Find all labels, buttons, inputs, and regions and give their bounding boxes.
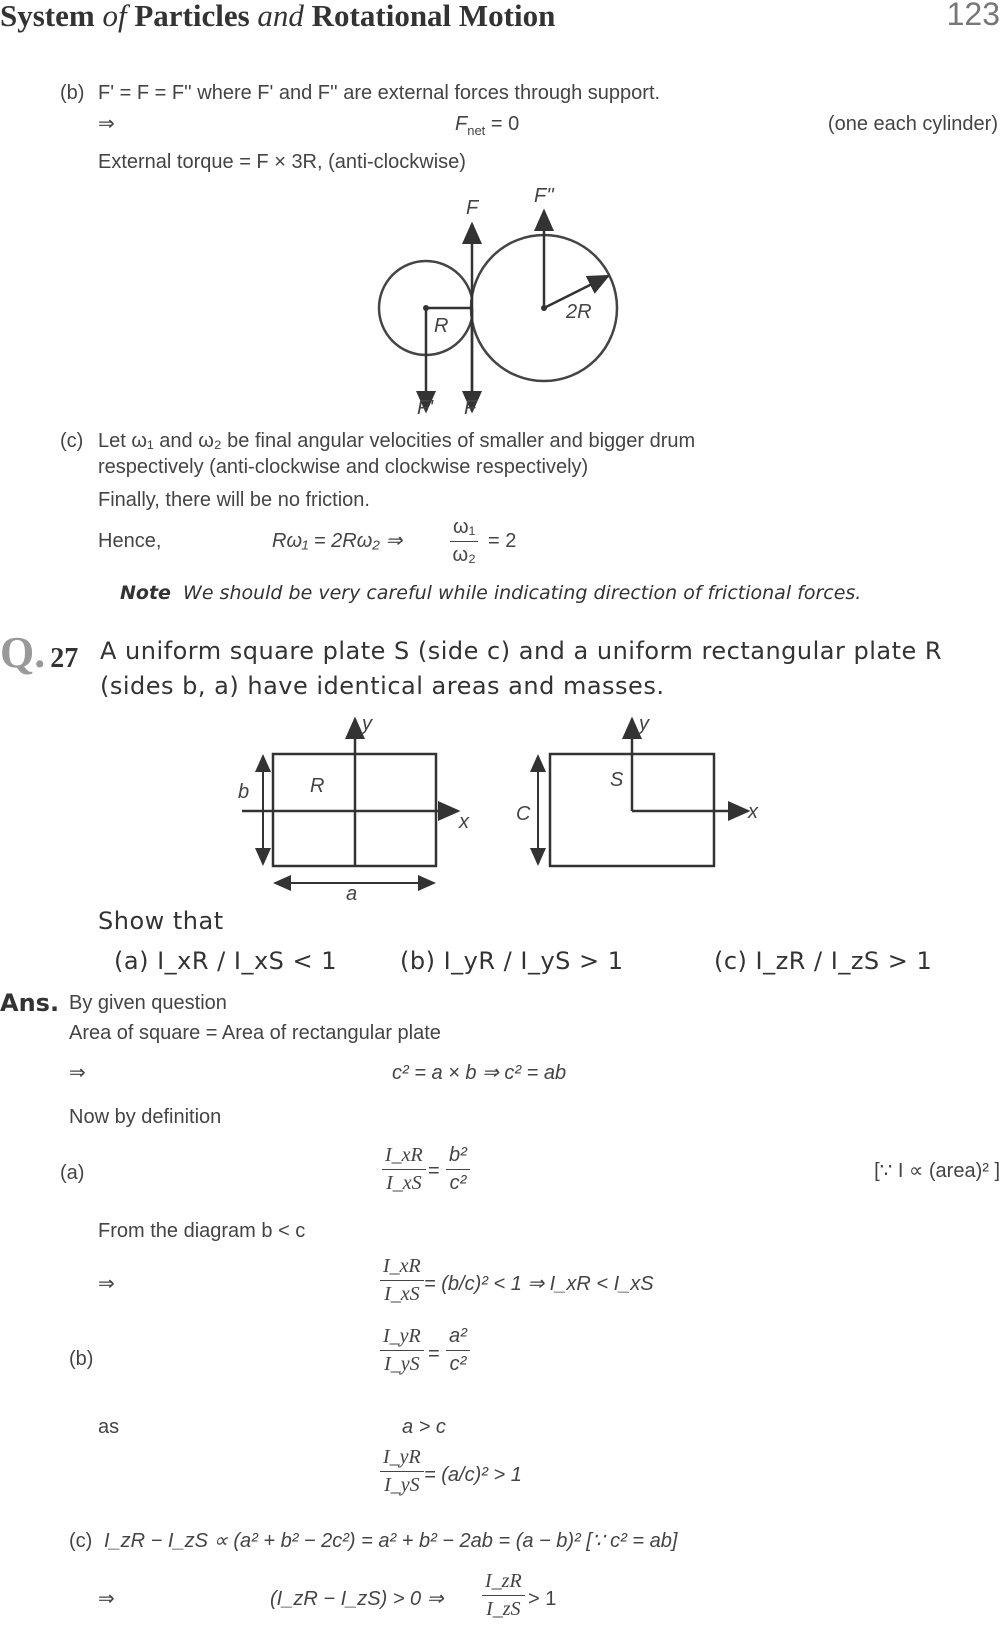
fnet-symbol: F (455, 113, 468, 135)
note-label: Note (120, 582, 171, 604)
greater-one: > 1 (528, 1588, 557, 1610)
answer-line1: By given question (69, 992, 227, 1014)
show-c: (c) I_zR / I_zS > 1 (714, 947, 933, 975)
fraction-numerator: b² (446, 1144, 470, 1170)
label-R: R (310, 775, 325, 797)
part-b-statement: F' = F = F'' where F' and F'' are external forces through support. (98, 82, 661, 104)
ratio-a2-c2 (446, 1325, 470, 1376)
page-number: 123 (946, 0, 1000, 32)
label-b: b (238, 781, 250, 803)
fnet-subscript: net (467, 123, 486, 138)
hence-label: Hence, (98, 530, 162, 552)
question-line2: (sides b, a) have identical areas and masses. (100, 672, 665, 700)
label-x-S: x (748, 801, 758, 823)
part-c-line3: Finally, there will be no friction. (98, 489, 370, 511)
answer-label: Ans. (0, 989, 60, 1017)
area-equation: c² = a × b ⇒ c² = ab (392, 1062, 567, 1084)
fraction-numerator: I_zR (482, 1570, 525, 1596)
part-a-label: (a) (60, 1162, 85, 1184)
label-F-bottom: F (464, 397, 477, 419)
note-text: We should be very careful while indicating direction of frictional forces. (183, 582, 862, 604)
inequality-a: = (b/c)² < 1 ⇒ I_xR < I_xS (424, 1273, 654, 1295)
question-num: 27 (50, 643, 79, 674)
fnet-value: = 0 (490, 113, 520, 135)
z-difference-equation: I_zR − I_zS ∝ (a² + b² − 2c²) = a² + b² − 2ab = (a − b)² [∵ c² = ab] (104, 1530, 678, 1552)
chapter-title (0, 0, 555, 34)
fraction-denominator: I_yS (384, 1474, 420, 1496)
fnet-equation (455, 113, 519, 139)
fraction-numerator: I_xR (380, 1255, 424, 1281)
label-a: a (346, 883, 358, 905)
from-diagram: From the diagram b < c (98, 1220, 306, 1242)
title-part: and (257, 0, 304, 33)
ratio-IyR-IyS (380, 1325, 424, 1376)
title-part: System (0, 0, 95, 33)
fraction-denominator: I_xS (386, 1172, 422, 1194)
a-greater-c: a > c (402, 1416, 446, 1438)
label-y-S: y (639, 713, 649, 735)
title-part: of (102, 0, 127, 33)
implies-symbol: ⇒ (69, 1062, 86, 1084)
part-c-line2: respectively (anti-clockwise and clockwise respectively) (98, 456, 589, 478)
fraction-numerator: I_yR (380, 1325, 424, 1351)
answer-line4: Now by definition (69, 1106, 222, 1128)
label-R: R (434, 315, 449, 337)
implies-symbol: ⇒ (98, 113, 115, 135)
fraction-denominator: I_zS (486, 1598, 521, 1620)
fraction-numerator: I_yR (380, 1446, 424, 1472)
part-b-label: (b) (69, 1348, 94, 1370)
as-label: as (98, 1416, 120, 1438)
fraction-denominator: I_yS (384, 1353, 420, 1375)
omega-equation: Rω₁ = 2Rω₂ ⇒ (272, 530, 403, 552)
plates-diagram (0, 710, 1000, 910)
ratio-b2-c2 (446, 1144, 470, 1195)
show-a: (a) I_xR / I_xS < 1 (114, 947, 338, 975)
answer-line2: Area of square = Area of rectangular plate (69, 1022, 441, 1044)
omega-ratio (450, 516, 478, 567)
show-b: (b) I_yR / I_yS > 1 (400, 947, 624, 975)
label-x-R: x (459, 811, 469, 833)
proportional-reason: [∵ I ∝ (area)² ] (874, 1160, 1000, 1182)
label-C: C (516, 803, 531, 825)
title-part: Rotational Motion (311, 0, 556, 33)
fnet-note: (one each cylinder) (827, 113, 998, 135)
fraction-denominator: ω₂ (452, 544, 476, 566)
inequality-b: = (a/c)² > 1 (424, 1464, 522, 1486)
question-number (0, 628, 78, 679)
equals: = (428, 1160, 440, 1182)
part-c-label: (c) (69, 1530, 93, 1552)
implies-symbol: ⇒ (98, 1273, 115, 1295)
equals: = (428, 1343, 440, 1365)
show-that: Show that (98, 907, 224, 935)
note (120, 583, 861, 605)
fraction-numerator: a² (446, 1325, 470, 1351)
label-F1-bottom: F' (417, 397, 434, 419)
implies-symbol: ⇒ (98, 1588, 115, 1610)
fraction-numerator: I_xR (382, 1144, 426, 1170)
question-line1: A uniform square plate S (side c) and a uniform rectangular plate R (100, 637, 943, 665)
label-y-R: y (362, 713, 372, 735)
label-F-top: F (466, 197, 479, 219)
part-b-label: (b) (60, 82, 85, 104)
fraction-denominator: c² (449, 1353, 467, 1375)
ratio-IyR-IyS (380, 1446, 424, 1497)
label-2R: 2R (566, 301, 592, 323)
ratio-IxR-IxS (380, 1255, 424, 1306)
label-S: S (610, 769, 624, 791)
part-c-line1: Let ω₁ and ω₂ be final angular velocities of smaller and bigger drum (98, 430, 696, 452)
z-positive: (I_zR − I_zS) > 0 ⇒ (270, 1588, 444, 1610)
omega-ratio-value: = 2 (488, 530, 517, 552)
ratio-IxR-IxS (382, 1144, 426, 1195)
part-c-label: (c) (60, 430, 84, 452)
question-prefix: Q. (0, 628, 46, 677)
fraction-denominator: c² (449, 1172, 467, 1194)
fraction-numerator: ω₁ (450, 516, 478, 542)
title-part: Particles (134, 0, 250, 33)
torque-statement: External torque = F × 3R, (anti-clockwise) (98, 151, 466, 173)
fraction-denominator: I_xS (384, 1283, 420, 1305)
label-F2: F'' (534, 185, 554, 207)
cylinders-diagram (0, 180, 1000, 430)
ratio-IzR-IzS (482, 1570, 525, 1621)
